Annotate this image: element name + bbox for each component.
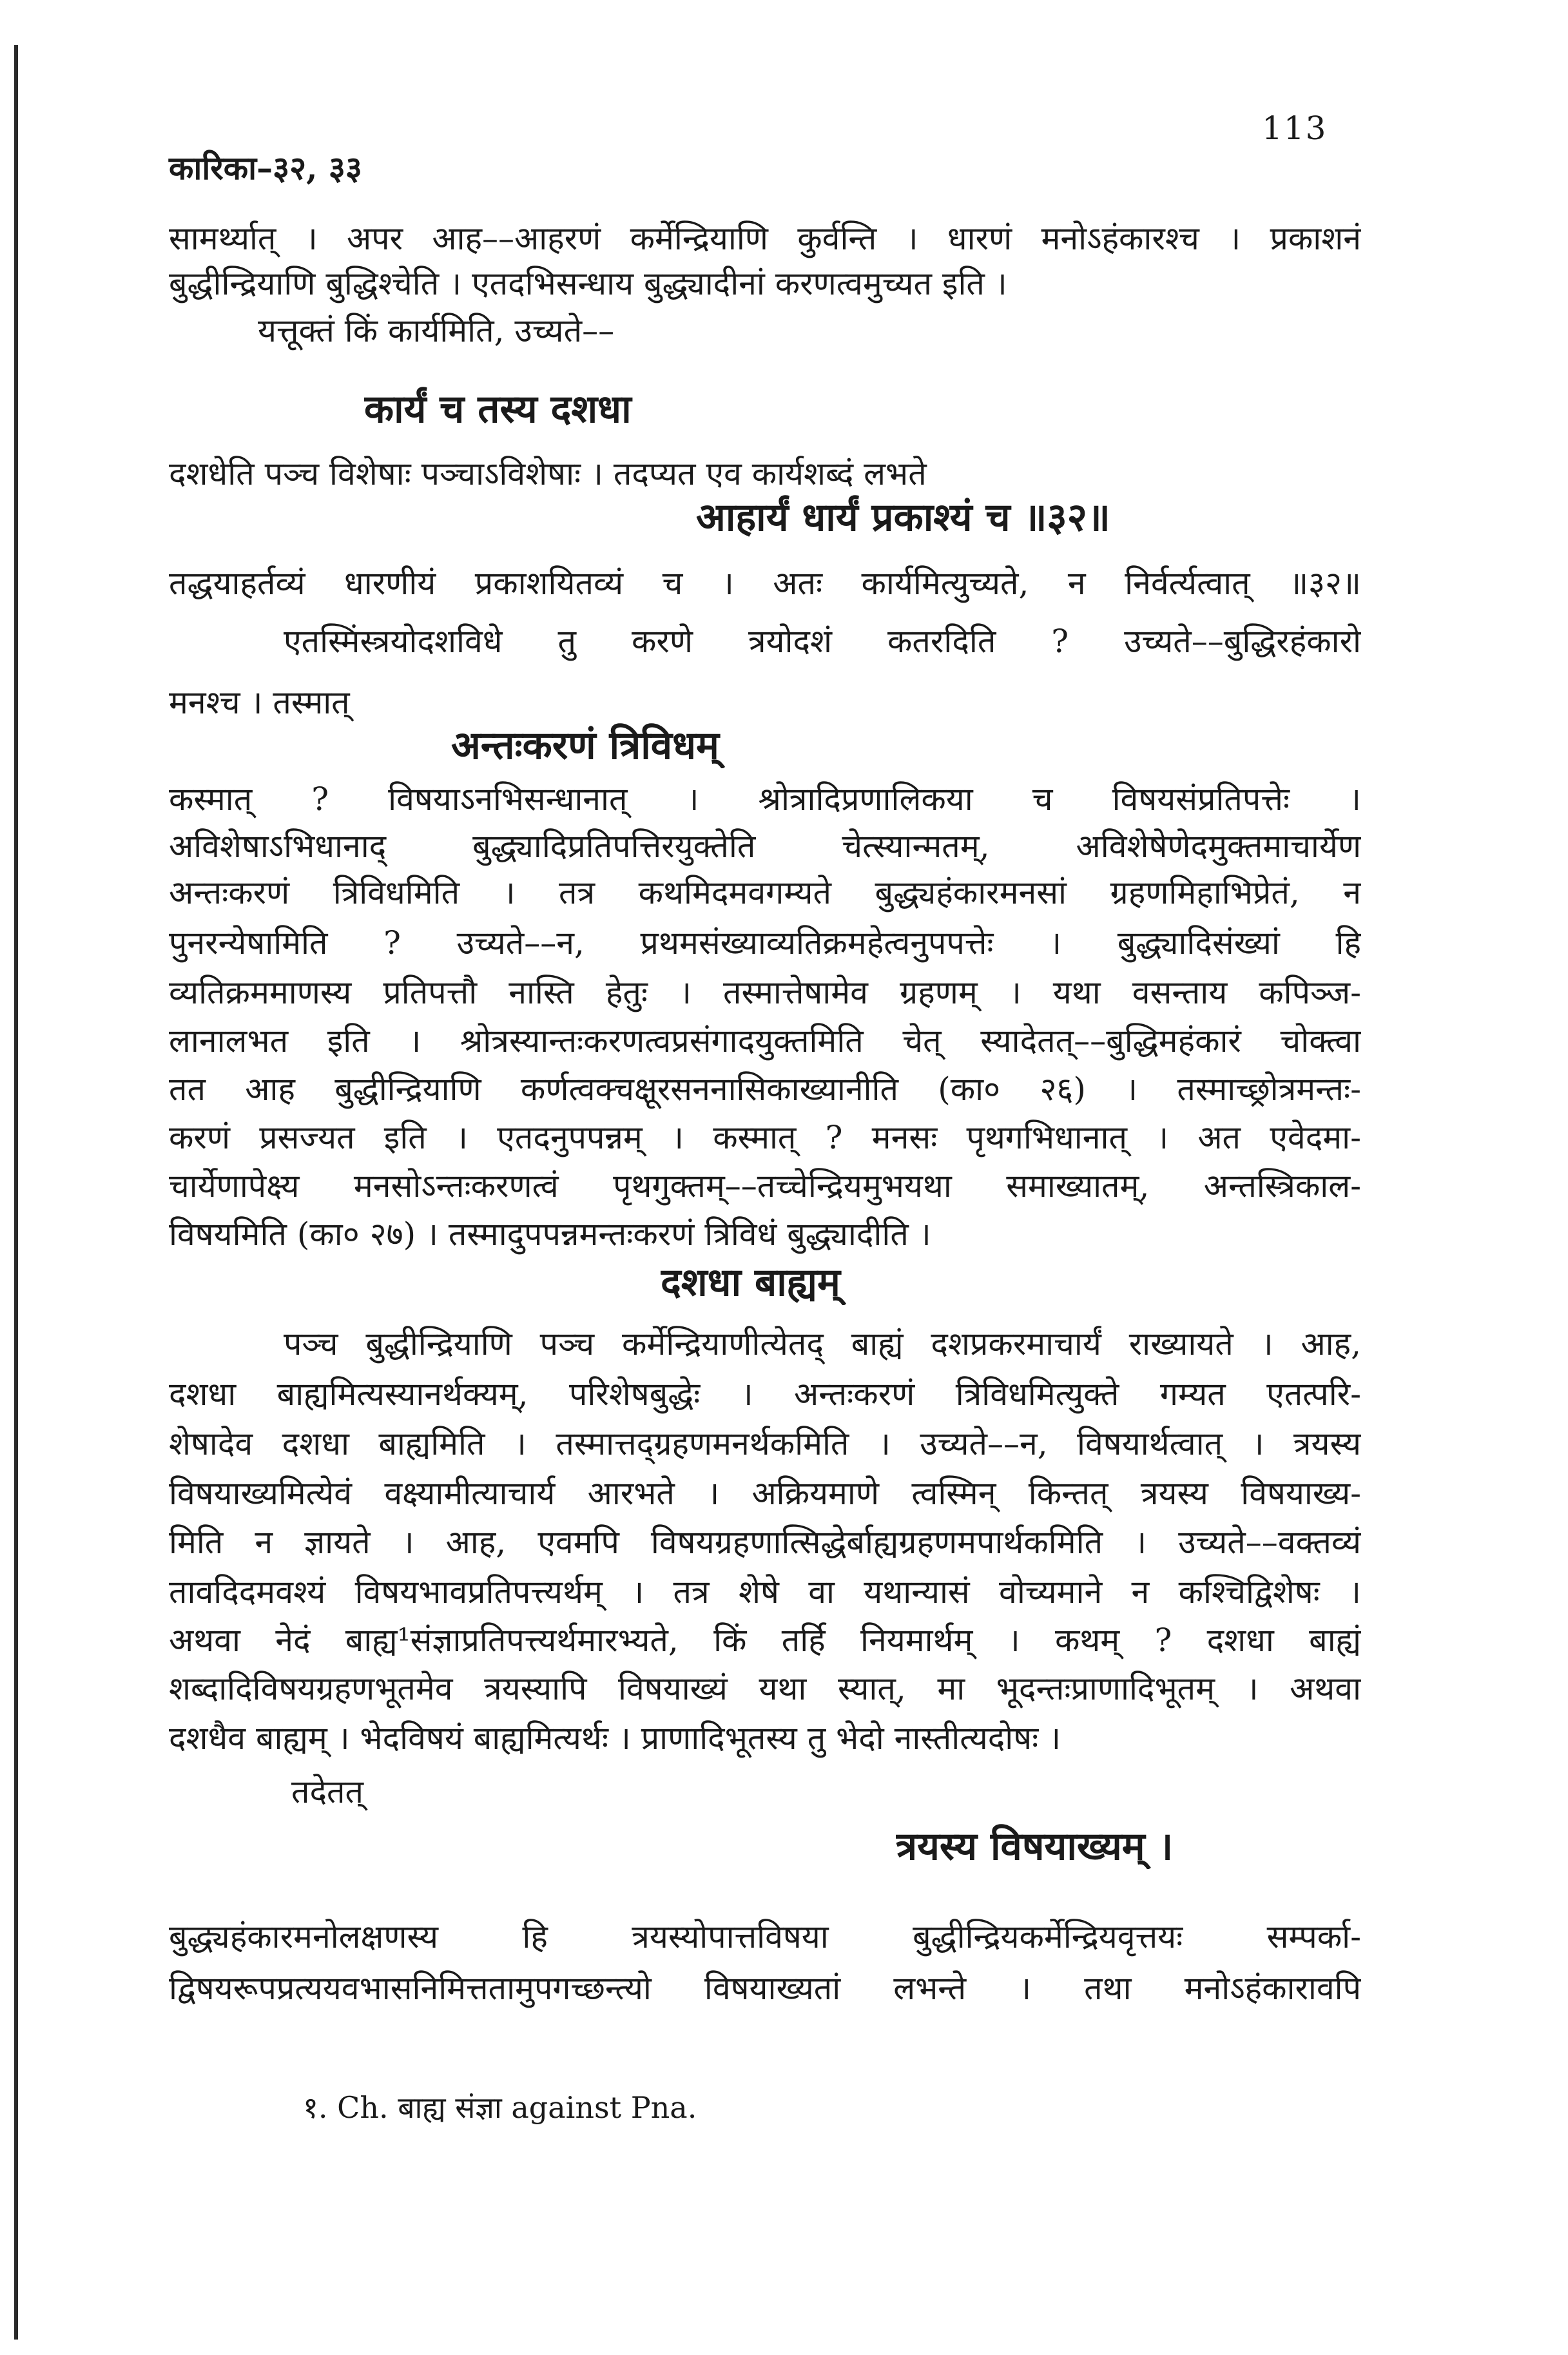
text-line: अथवा नेदं बाह्य¹संज्ञाप्रतिपत्त्यर्थमारभ्यते, किं तर्हि नियमार्थम् । कथम् ? दशधा बाह्यं	[169, 1622, 1361, 1659]
text-line: बुद्धीन्द्रियाणि बुद्धिश्चेति । एतदभिसन्धाय बुद्ध्यादीनां करणत्वमुच्यत इति ।	[169, 265, 1007, 302]
karika-heading: त्रयस्य विषयाख्यम् ।	[896, 1824, 1174, 1869]
footnote: १. Ch. बाह्य संज्ञा against Pna.	[303, 2090, 697, 2125]
text-line: अन्तःकरणं त्रिविधमिति । तत्र कथमिदमवगम्यते बुद्ध्यहंकारमनसां ग्रहणमिहाभिप्रेतं, न	[169, 874, 1361, 911]
text-line: मिति न ज्ञायते । आह, एवमपि विषयग्रहणात्सिद्धेर्बाह्यग्रहणमपार्थकमिति । उच्यते––वक्तव्यं	[169, 1524, 1361, 1561]
text-line: तद्धयाहर्तव्यं धारणीयं प्रकाशयितव्यं च । अतः कार्यमित्युच्यते, न निर्वर्त्यत्वात् ॥३२॥	[169, 565, 1361, 602]
text-line: द्विषयरूपप्रत्ययवभासनिमित्ततामुपगच्छन्त्यो विषयाख्यतां लभन्ते । तथा मनोऽहंकारावपि	[169, 1970, 1361, 2007]
text-line: लानालभत इति । श्रोत्रस्यान्तःकरणत्वप्रसंगादयुक्तमिति चेत् स्यादेतत्––बुद्धिमहंकारं चोक्त्वा	[169, 1022, 1361, 1060]
text-line: तत आह बुद्धीन्द्रियाणि कर्णत्वक्चक्षूरसननासिकाख्यानीति (का० २६) । तस्माच्छ्रोत्रमन्तः-	[169, 1071, 1361, 1108]
text-line: विषयाख्यमित्येवं वक्ष्यामीत्याचार्य आरभते । अक्रियमाणे त्वस्मिन् किन्तत् त्रयस्य विषयाख्य-	[169, 1475, 1361, 1512]
text-line: तदेतत्	[291, 1773, 364, 1810]
text-line: व्यतिक्रममाणस्य प्रतिपत्तौ नास्ति हेतुः । तस्मात्तेषामेव ग्रहणम् । यथा वसन्ताय कपिञ्ज-	[169, 974, 1361, 1011]
text-line: बुद्ध्यहंकारमनोलक्षणस्य हि त्रयस्योपात्तविषया बुद्धीन्द्रियकर्मेन्द्रियवृत्तयः सम्पर्का-	[169, 1918, 1361, 1955]
text-line: दशधेति पञ्च विशेषाः पञ्चाऽविशेषाः । तदप्यत एव कार्यशब्दं लभते	[169, 455, 927, 492]
scan-edge	[14, 45, 18, 2340]
text-line: सामर्थ्यात् । अपर आह––आहरणं कर्मेन्द्रियाणि कुर्वन्ति । धारणं मनोऽहंकारश्च । प्रकाशनं	[169, 220, 1361, 257]
karika-heading: अन्तःकरणं त्रिविधम्	[451, 723, 719, 768]
text-line: दशधा बाह्यमित्यस्यानर्थक्यम्, परिशेषबुद्धेः । अन्तःकरणं त्रिविधमित्युक्ते गम्यत एतत्परि-	[169, 1375, 1361, 1413]
text-line: चार्येणापेक्ष्य मनसोऽन्तःकरणत्वं पृथगुक्तम्––तच्चेन्द्रियमुभयथा समाख्यातम्, अन्तस्त्रिकाल-	[169, 1167, 1361, 1205]
text-line: दशधैव बाह्यम् । भेदविषयं बाह्यमित्यर्थः । प्राणादिभूतस्य तु भेदो नास्तीत्यदोषः ।	[169, 1720, 1061, 1757]
text-line: अविशेषाऽभिधानाद् बुद्ध्यादिप्रतिपत्तिरयुक्तेति चेत्स्यान्मतम्, अविशेषेणेदमुक्तमाचार्येण	[169, 828, 1361, 865]
text-line: तावदिदमवश्यं विषयभावप्रतिपत्त्यर्थम् । तत्र शेषे वा यथान्यासं वोच्यमाने न कश्चिद्विशेषः ।	[169, 1573, 1361, 1611]
text-line: करणं प्रसज्यत इति । एतदनुपपन्नम् । कस्मात् ? मनसः पृथगभिधानात् । अत एवेदमा-	[169, 1119, 1361, 1156]
text-line: शेषादेव दशधा बाह्यमिति । तस्मात्तद्ग्रहणमनर्थकमिति । उच्यते––न, विषयार्थत्वात् । त्रयस्य	[169, 1425, 1361, 1462]
text-line: एतस्मिंस्त्रयोदशविधे तु करणे त्रयोदशं कतरदिति ? उच्यते––बुद्धिरहंकारो	[284, 623, 1361, 660]
text-line: पुनरन्येषामिति ? उच्यते––न, प्रथमसंख्याव्यतिक्रमहेत्वनुपपत्तेः । बुद्ध्यादिसंख्यां हि	[169, 924, 1361, 962]
page-number: 113	[1262, 110, 1328, 147]
text-line: पञ्च बुद्धीन्द्रियाणि पञ्च कर्मेन्द्रियाणीत्येतद् बाह्यं दशप्रकरमाचार्यं राख्यायते । आह,	[284, 1325, 1361, 1362]
karika-heading: कार्यं च तस्य दशधा	[364, 387, 632, 432]
text-line: शब्दादिविषयग्रहणभूतमेव त्रयस्यापि विषयाख्यं यथा स्यात्, मा भूदन्तःप्राणादिभूतम् । अथवा	[169, 1670, 1361, 1707]
text-line: मनश्च । तस्मात्	[169, 684, 350, 721]
page-header: कारिका–३२, ३३	[169, 149, 362, 187]
karika-verse: आहार्यं धार्यं प्रकाश्यं च ॥३२॥	[696, 495, 1110, 540]
karika-heading: दशधा बाह्यम्	[661, 1260, 840, 1305]
text-line: कस्मात् ? विषयाऽनभिसन्धानात् । श्रोत्रादिप्रणालिकया च विषयसंप्रतिपत्तेः ।	[169, 780, 1361, 818]
text-line: यत्तूक्तं किं कार्यमिति, उच्यते––	[258, 312, 615, 349]
text-line: विषयमिति (का० २७) । तस्मादुपपन्नमन्तःकरणं त्रिविधं बुद्ध्यादीति ।	[169, 1216, 931, 1253]
